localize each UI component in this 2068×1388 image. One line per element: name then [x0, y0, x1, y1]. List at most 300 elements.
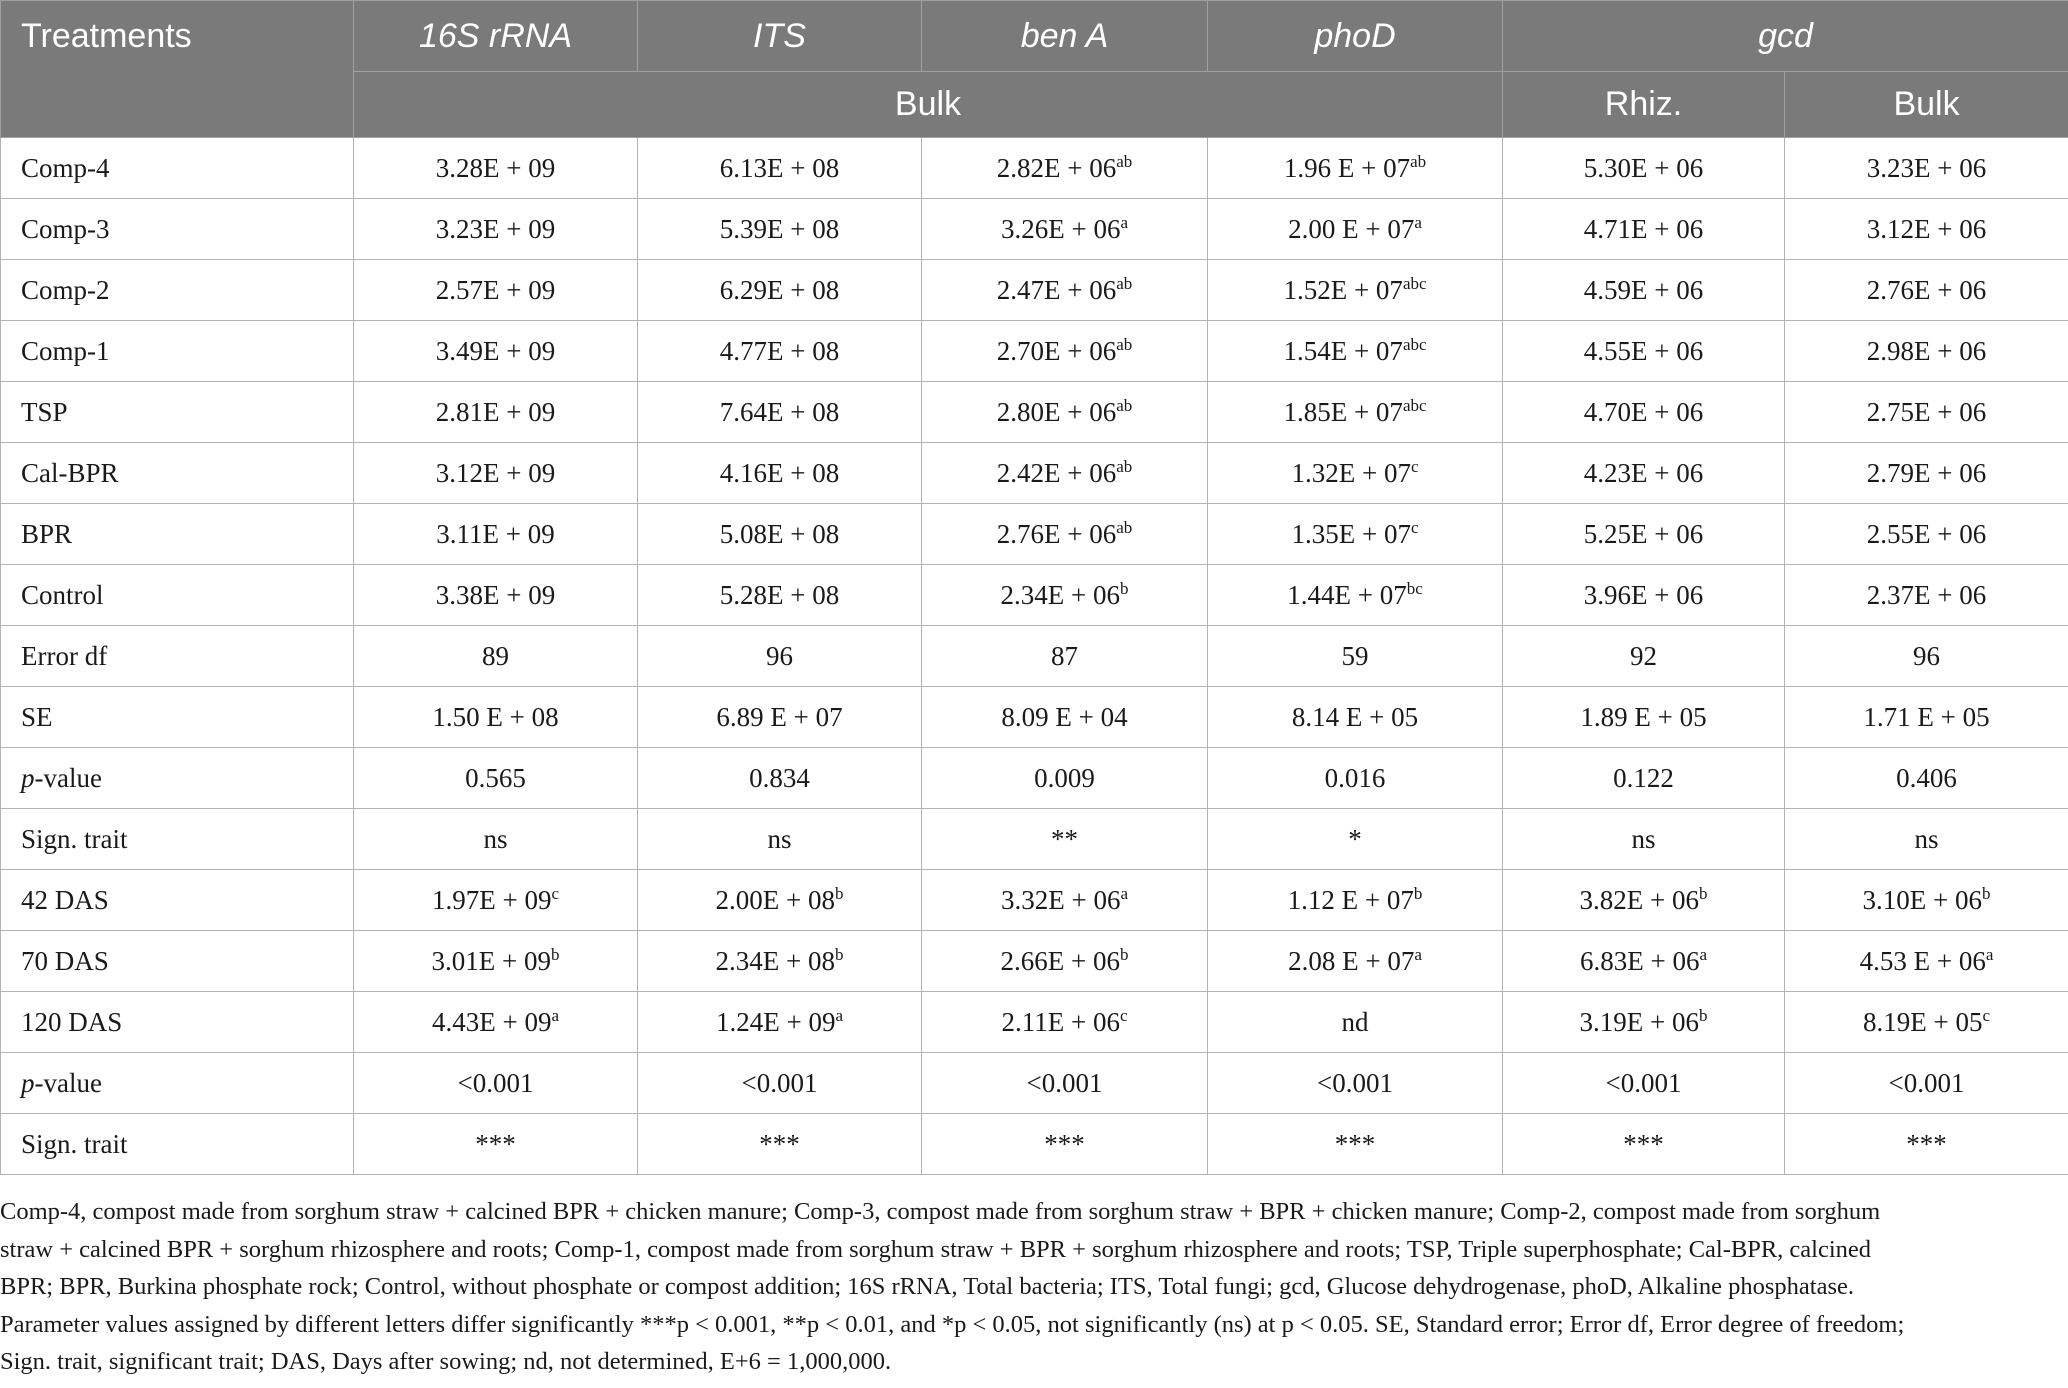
cell-value: *** [475, 1128, 516, 1159]
table-row [1, 992, 2068, 1053]
significance-letter: a [1414, 212, 1422, 232]
row-label [1, 687, 354, 748]
table-row [1, 443, 2068, 504]
cell-value: 2.00E + 08 [715, 884, 835, 915]
table-cell [1208, 687, 1503, 748]
significance-letter: c [1119, 1005, 1128, 1025]
table-cell [638, 199, 922, 260]
row-label [1, 626, 354, 687]
table-cell [638, 626, 922, 687]
row-label [1, 382, 354, 443]
table-cell [1208, 382, 1503, 443]
significance-letter: b [834, 944, 844, 964]
table-row [1, 1053, 2068, 1114]
cell-value: 1.35E + 07 [1291, 518, 1411, 549]
cell-value: 3.32E + 06 [1000, 884, 1121, 915]
table-cell [922, 1114, 1208, 1175]
row-label-text: 120 DAS [21, 1006, 123, 1037]
cell-value: 3.10E + 06 [1862, 884, 1982, 915]
table-cell [638, 504, 922, 565]
footnote-line: Sign. trait, significant trait; DAS, Days after sowing; nd, not determined, E+6 = 1,000,000. [0, 1348, 892, 1375]
significance-letter: b [1413, 883, 1423, 903]
cell-value: 2.57E + 09 [435, 274, 556, 305]
cell-value: 4.23E + 06 [1583, 457, 1704, 488]
table-cell [638, 931, 922, 992]
table-cell [638, 565, 922, 626]
cell-value: 3.19E + 06 [1579, 1006, 1699, 1037]
table-cell [922, 748, 1208, 809]
significance-letter: b [550, 944, 560, 964]
footnote-line: BPR; BPR, Burkina phosphate rock; Control, without phosphate or compost addition; 16S rRNA, Total bacteria; ITS, Total fungi; gcd, Glucose dehydrogenase, phoD, Alkaline phosphatase. [0, 1273, 1855, 1300]
table-row [1, 321, 2068, 382]
significance-letter: ab [1116, 456, 1133, 476]
cell-value: 2.98E + 06 [1866, 335, 1987, 366]
treatments-header: Treatments [1, 1, 354, 138]
table-cell [1208, 321, 1503, 382]
cell-value: *** [1623, 1128, 1664, 1159]
table-cell [1208, 1114, 1503, 1175]
row-label-text: TSP [21, 396, 68, 427]
table-cell [1785, 443, 2068, 504]
cell-value: 1.97E + 09 [431, 884, 552, 915]
header-gcd: gcd [1503, 1, 2068, 72]
table-cell [1785, 260, 2068, 321]
table-cell [1503, 565, 1785, 626]
cell-value: 5.30E + 06 [1583, 152, 1704, 183]
row-label [1, 1053, 354, 1114]
table-cell [354, 809, 638, 870]
table-cell [1785, 321, 2068, 382]
significance-letter: c [1410, 456, 1419, 476]
p-italic: p [21, 762, 35, 793]
table-cell [1785, 687, 2068, 748]
cell-value: 0.834 [749, 762, 810, 793]
cell-value: 0.565 [465, 762, 526, 793]
significance-letter: a [1985, 944, 1994, 964]
significance-letter: ab [1116, 334, 1133, 354]
cell-value: <0.001 [1026, 1067, 1103, 1098]
table-cell [1785, 1053, 2068, 1114]
table-cell [922, 138, 1208, 199]
table-cell [638, 382, 922, 443]
cell-value: 2.66E + 06 [1000, 945, 1120, 976]
cell-value: 6.89 E + 07 [716, 701, 843, 732]
significance-letter: ab [1116, 517, 1133, 537]
cell-value: ** [1051, 823, 1078, 854]
table-cell [354, 260, 638, 321]
cell-value: 3.23E + 06 [1866, 152, 1987, 183]
significance-letter: bc [1406, 578, 1423, 598]
cell-value: 2.37E + 06 [1866, 579, 1987, 610]
row-label [1, 138, 354, 199]
cell-value: 2.55E + 06 [1866, 518, 1987, 549]
table-cell [1503, 626, 1785, 687]
cell-value: <0.001 [1888, 1067, 1965, 1098]
cell-value: 6.13E + 08 [719, 152, 840, 183]
cell-value: 96 [766, 640, 793, 671]
cell-value: 3.23E + 09 [435, 213, 556, 244]
cell-value: nd [1341, 1006, 1369, 1037]
table-cell [1503, 870, 1785, 931]
cell-value: 3.26E + 06 [1000, 213, 1121, 244]
table-cell [638, 1114, 922, 1175]
table-cell [1208, 1053, 1503, 1114]
row-label-text: Sign. trait [21, 1128, 128, 1159]
cell-value: ns [483, 823, 508, 854]
table-cell [354, 443, 638, 504]
table-cell [638, 870, 922, 931]
table-cell [1208, 626, 1503, 687]
table-cell [354, 931, 638, 992]
table-cell [1785, 626, 2068, 687]
table-cell [1208, 199, 1503, 260]
cell-value: 2.08 E + 07 [1288, 945, 1415, 976]
row-label [1, 931, 354, 992]
row-label-text: 42 DAS [21, 884, 109, 915]
cell-value: 1.52E + 07 [1283, 274, 1403, 305]
cell-value: 4.43E + 09 [431, 1006, 552, 1037]
header-rhiz: Rhiz. [1503, 72, 1785, 138]
cell-value: 89 [482, 640, 509, 671]
table-cell [354, 321, 638, 382]
row-label [1, 504, 354, 565]
cell-value: 5.08E + 08 [719, 518, 840, 549]
cell-value: 2.76E + 06 [1866, 274, 1987, 305]
cell-value: 0.406 [1896, 762, 1957, 793]
table-cell [1208, 748, 1503, 809]
cell-value: 6.83E + 06 [1579, 945, 1700, 976]
table-cell [922, 870, 1208, 931]
row-label-text: Control [21, 579, 104, 610]
cell-value: 0.009 [1034, 762, 1095, 793]
table-cell [1785, 199, 2068, 260]
cell-value: 4.77E + 08 [719, 335, 840, 366]
table-cell [1208, 138, 1503, 199]
table-row [1, 687, 2068, 748]
cell-value: 4.70E + 06 [1583, 396, 1704, 427]
cell-value: 2.42E + 06 [996, 457, 1117, 488]
cell-value: * [1348, 823, 1362, 854]
table-cell [1503, 504, 1785, 565]
table-cell [922, 565, 1208, 626]
table-cell [922, 443, 1208, 504]
table-body [1, 138, 2068, 1175]
cell-value: 4.55E + 06 [1583, 335, 1704, 366]
header-bulk: Bulk [354, 72, 1503, 138]
table-cell [1208, 565, 1503, 626]
cell-value: *** [759, 1128, 800, 1159]
table-cell [638, 138, 922, 199]
cell-value: 8.09 E + 04 [1001, 701, 1128, 732]
table-cell [638, 321, 922, 382]
table-row [1, 138, 2068, 199]
significance-letter: c [1410, 517, 1419, 537]
table-cell [354, 870, 638, 931]
significance-letter: abc [1402, 334, 1427, 354]
row-label-text: SE [21, 701, 53, 732]
cell-value: 2.00 E + 07 [1288, 213, 1415, 244]
significance-letter: b [834, 883, 844, 903]
table-row [1, 626, 2068, 687]
cell-value: 1.32E + 07 [1291, 457, 1411, 488]
table-cell [922, 687, 1208, 748]
significance-letter: a [1120, 212, 1129, 232]
cell-value: 2.70E + 06 [996, 335, 1117, 366]
row-label-text: Sign. trait [21, 823, 128, 854]
cell-value: 3.96E + 06 [1583, 579, 1704, 610]
table-row [1, 809, 2068, 870]
row-label [1, 809, 354, 870]
cell-value: 2.11E + 06 [1001, 1006, 1120, 1037]
row-label-text: BPR [21, 518, 73, 549]
table-cell [1503, 1053, 1785, 1114]
table-cell [354, 504, 638, 565]
table-cell [354, 748, 638, 809]
footnote-line: straw + calcined BPR + sorghum rhizosphere and roots; Comp-1, compost made from sorghum straw + BPR + sorghum rhizosphere and roots; TSP, Triple superphosphate; Cal-BPR, calcined [0, 1235, 1872, 1263]
table-cell [354, 1053, 638, 1114]
table-cell [638, 992, 922, 1053]
cell-value: 7.64E + 08 [719, 396, 840, 427]
table-row [1, 199, 2068, 260]
cell-value: 3.82E + 06 [1579, 884, 1699, 915]
significance-letter: a [551, 1005, 560, 1025]
cell-value: 2.76E + 06 [996, 518, 1117, 549]
cell-value: 1.89 E + 05 [1580, 701, 1707, 732]
table-cell [1503, 199, 1785, 260]
row-label [1, 870, 354, 931]
table-cell [638, 809, 922, 870]
table-cell [1785, 748, 2068, 809]
cell-value: 2.47E + 06 [996, 274, 1117, 305]
cell-value: 6.29E + 08 [719, 274, 840, 305]
table-cell [1503, 992, 1785, 1053]
cell-value: 1.54E + 07 [1283, 335, 1403, 366]
cell-value: 2.81E + 09 [435, 396, 556, 427]
table-row [1, 504, 2068, 565]
row-label-text: Comp-3 [21, 213, 110, 244]
table-cell [922, 931, 1208, 992]
row-label [1, 321, 354, 382]
cell-value: 1.85E + 07 [1283, 396, 1403, 427]
cell-value: 2.34E + 08 [715, 945, 835, 976]
table-cell [922, 992, 1208, 1053]
row-label [1, 992, 354, 1053]
significance-letter: abc [1402, 273, 1427, 293]
significance-letter: ab [1116, 151, 1133, 171]
table-cell [1785, 809, 2068, 870]
table-cell [1503, 687, 1785, 748]
table-row [1, 870, 2068, 931]
row-label [1, 443, 354, 504]
header-gcd-bulk: Bulk [1785, 72, 2068, 138]
table-cell [638, 1053, 922, 1114]
significance-letter: c [1982, 1005, 1991, 1025]
cell-value: 3.28E + 09 [435, 152, 556, 183]
cell-value: 0.122 [1613, 762, 1674, 793]
table-cell [922, 1053, 1208, 1114]
cell-value: <0.001 [457, 1067, 534, 1098]
cell-value: 8.19E + 05 [1862, 1006, 1983, 1037]
header-phod: phoD [1208, 1, 1503, 72]
table-cell [354, 199, 638, 260]
row-label-text: Cal-BPR [21, 457, 119, 488]
footnote-line: Parameter values assigned by different letters differ significantly ***p < 0.001, **p < 0.01, and *p < 0.05, not significantly (ns) at p < 0.05. SE, Standard error; Error df, Error degree of freedom; [0, 1310, 1905, 1338]
table-cell [922, 504, 1208, 565]
header-16s-rrna: 16S rRNA [354, 1, 638, 72]
cell-value: 87 [1051, 640, 1078, 671]
table-cell [1208, 992, 1503, 1053]
table-row [1, 565, 2068, 626]
table-cell [1503, 382, 1785, 443]
table-cell [1785, 504, 2068, 565]
row-label-text: -value [34, 762, 102, 793]
cell-value: 2.82E + 06 [996, 152, 1117, 183]
cell-value: ns [767, 823, 792, 854]
cell-value: 1.12 E + 07 [1287, 884, 1414, 915]
table-cell [638, 260, 922, 321]
table-cell [1785, 992, 2068, 1053]
cell-value: 4.16E + 08 [719, 457, 840, 488]
significance-letter: ab [1116, 395, 1133, 415]
table-cell [1785, 931, 2068, 992]
table-row [1, 382, 2068, 443]
cell-value: 3.01E + 09 [431, 945, 551, 976]
table-cell [638, 748, 922, 809]
cell-value: 3.11E + 09 [436, 518, 555, 549]
row-label-text: Error df [21, 640, 108, 671]
cell-value: 2.75E + 06 [1866, 396, 1987, 427]
table-cell [1208, 504, 1503, 565]
table-cell [1208, 870, 1503, 931]
p-italic: p [21, 1067, 35, 1098]
table-cell [922, 260, 1208, 321]
row-label [1, 565, 354, 626]
cell-value: 3.49E + 09 [435, 335, 556, 366]
table-cell [354, 626, 638, 687]
cell-value: 96 [1913, 640, 1940, 671]
row-label-text: -value [34, 1067, 102, 1098]
row-label [1, 1114, 354, 1175]
table-cell [1208, 443, 1503, 504]
significance-letter: a [835, 1005, 844, 1025]
table-cell [1208, 809, 1503, 870]
row-label-text: Comp-4 [21, 152, 110, 183]
table-cell [354, 565, 638, 626]
cell-value: 1.44E + 07 [1287, 579, 1407, 610]
table-cell [1503, 748, 1785, 809]
table-cell [1208, 260, 1503, 321]
table-cell [1208, 931, 1503, 992]
cell-value: 2.34E + 06 [1000, 579, 1120, 610]
table-cell [1785, 870, 2068, 931]
cell-value: ns [1914, 823, 1939, 854]
cell-value: 5.25E + 06 [1583, 518, 1704, 549]
table-cell [922, 199, 1208, 260]
cell-value: 0.016 [1324, 762, 1386, 793]
table-cell [354, 1114, 638, 1175]
significance-letter: a [1120, 883, 1129, 903]
significance-letter: c [551, 883, 560, 903]
cell-value: ns [1631, 823, 1656, 854]
table-cell [354, 138, 638, 199]
table-cell [1503, 931, 1785, 992]
significance-letter: b [1698, 1005, 1708, 1025]
table-cell [1503, 138, 1785, 199]
cell-value: 4.59E + 06 [1583, 274, 1704, 305]
table-cell [922, 626, 1208, 687]
significance-letter: b [1982, 883, 1991, 903]
cell-value: *** [1334, 1128, 1376, 1159]
table-cell [922, 809, 1208, 870]
row-label [1, 260, 354, 321]
cell-value: 92 [1630, 640, 1657, 671]
cell-value: 4.53 E + 06 [1859, 945, 1986, 976]
significance-letter: ab [1116, 273, 1133, 293]
cell-value: 4.71E + 06 [1583, 213, 1704, 244]
cell-value: 1.71 E + 05 [1863, 701, 1990, 732]
row-label [1, 199, 354, 260]
table-cell [1785, 565, 2068, 626]
cell-value: 1.24E + 09 [715, 1006, 836, 1037]
table-cell [1503, 809, 1785, 870]
table-cell [638, 443, 922, 504]
significance-letter: abc [1402, 395, 1427, 415]
table-cell [1503, 260, 1785, 321]
significance-letter: b [1119, 578, 1129, 598]
cell-value: *** [1906, 1128, 1947, 1159]
cell-value: 59 [1341, 640, 1369, 671]
significance-letter: a [1699, 944, 1708, 964]
table-row [1, 260, 2068, 321]
table-cell [1785, 1114, 2068, 1175]
cell-value: <0.001 [741, 1067, 818, 1098]
header-ben-a: ben A [922, 1, 1208, 72]
cell-value: *** [1044, 1128, 1085, 1159]
cell-value: 1.50 E + 08 [432, 701, 559, 732]
cell-value: 2.79E + 06 [1866, 457, 1987, 488]
cell-value: 5.28E + 08 [719, 579, 840, 610]
table-row [1, 1114, 2068, 1175]
row-label-text: 70 DAS [21, 945, 109, 976]
cell-value: <0.001 [1605, 1067, 1682, 1098]
table-cell [1503, 443, 1785, 504]
table-cell [1503, 1114, 1785, 1175]
cell-value: 3.38E + 09 [435, 579, 556, 610]
table-row [1, 748, 2068, 809]
table-cell [638, 687, 922, 748]
row-label-text: Comp-2 [21, 274, 110, 305]
cell-value: 3.12E + 09 [435, 457, 556, 488]
significance-letter: ab [1410, 151, 1427, 171]
table-cell [1503, 321, 1785, 382]
cell-value: 8.14 E + 05 [1291, 701, 1419, 732]
cell-value: 2.80E + 06 [996, 396, 1117, 427]
table-row [1, 931, 2068, 992]
table-cell [922, 382, 1208, 443]
significance-letter: b [1119, 944, 1129, 964]
table-header [1, 1, 2068, 138]
table-cell [354, 992, 638, 1053]
cell-value: 5.39E + 08 [719, 213, 840, 244]
row-label-text: Comp-1 [21, 335, 110, 366]
header-its: ITS [638, 1, 922, 72]
significance-letter: a [1414, 944, 1422, 964]
cell-value: 3.12E + 06 [1866, 213, 1987, 244]
table-cell [1785, 138, 2068, 199]
table-cell [1785, 382, 2068, 443]
footnote-line: Comp-4, compost made from sorghum straw + calcined BPR + chicken manure; Comp-3, compost made from sorghum straw + BPR + chicken manure; Comp-2, compost made from sorghum [0, 1198, 1881, 1225]
row-label [1, 748, 354, 809]
